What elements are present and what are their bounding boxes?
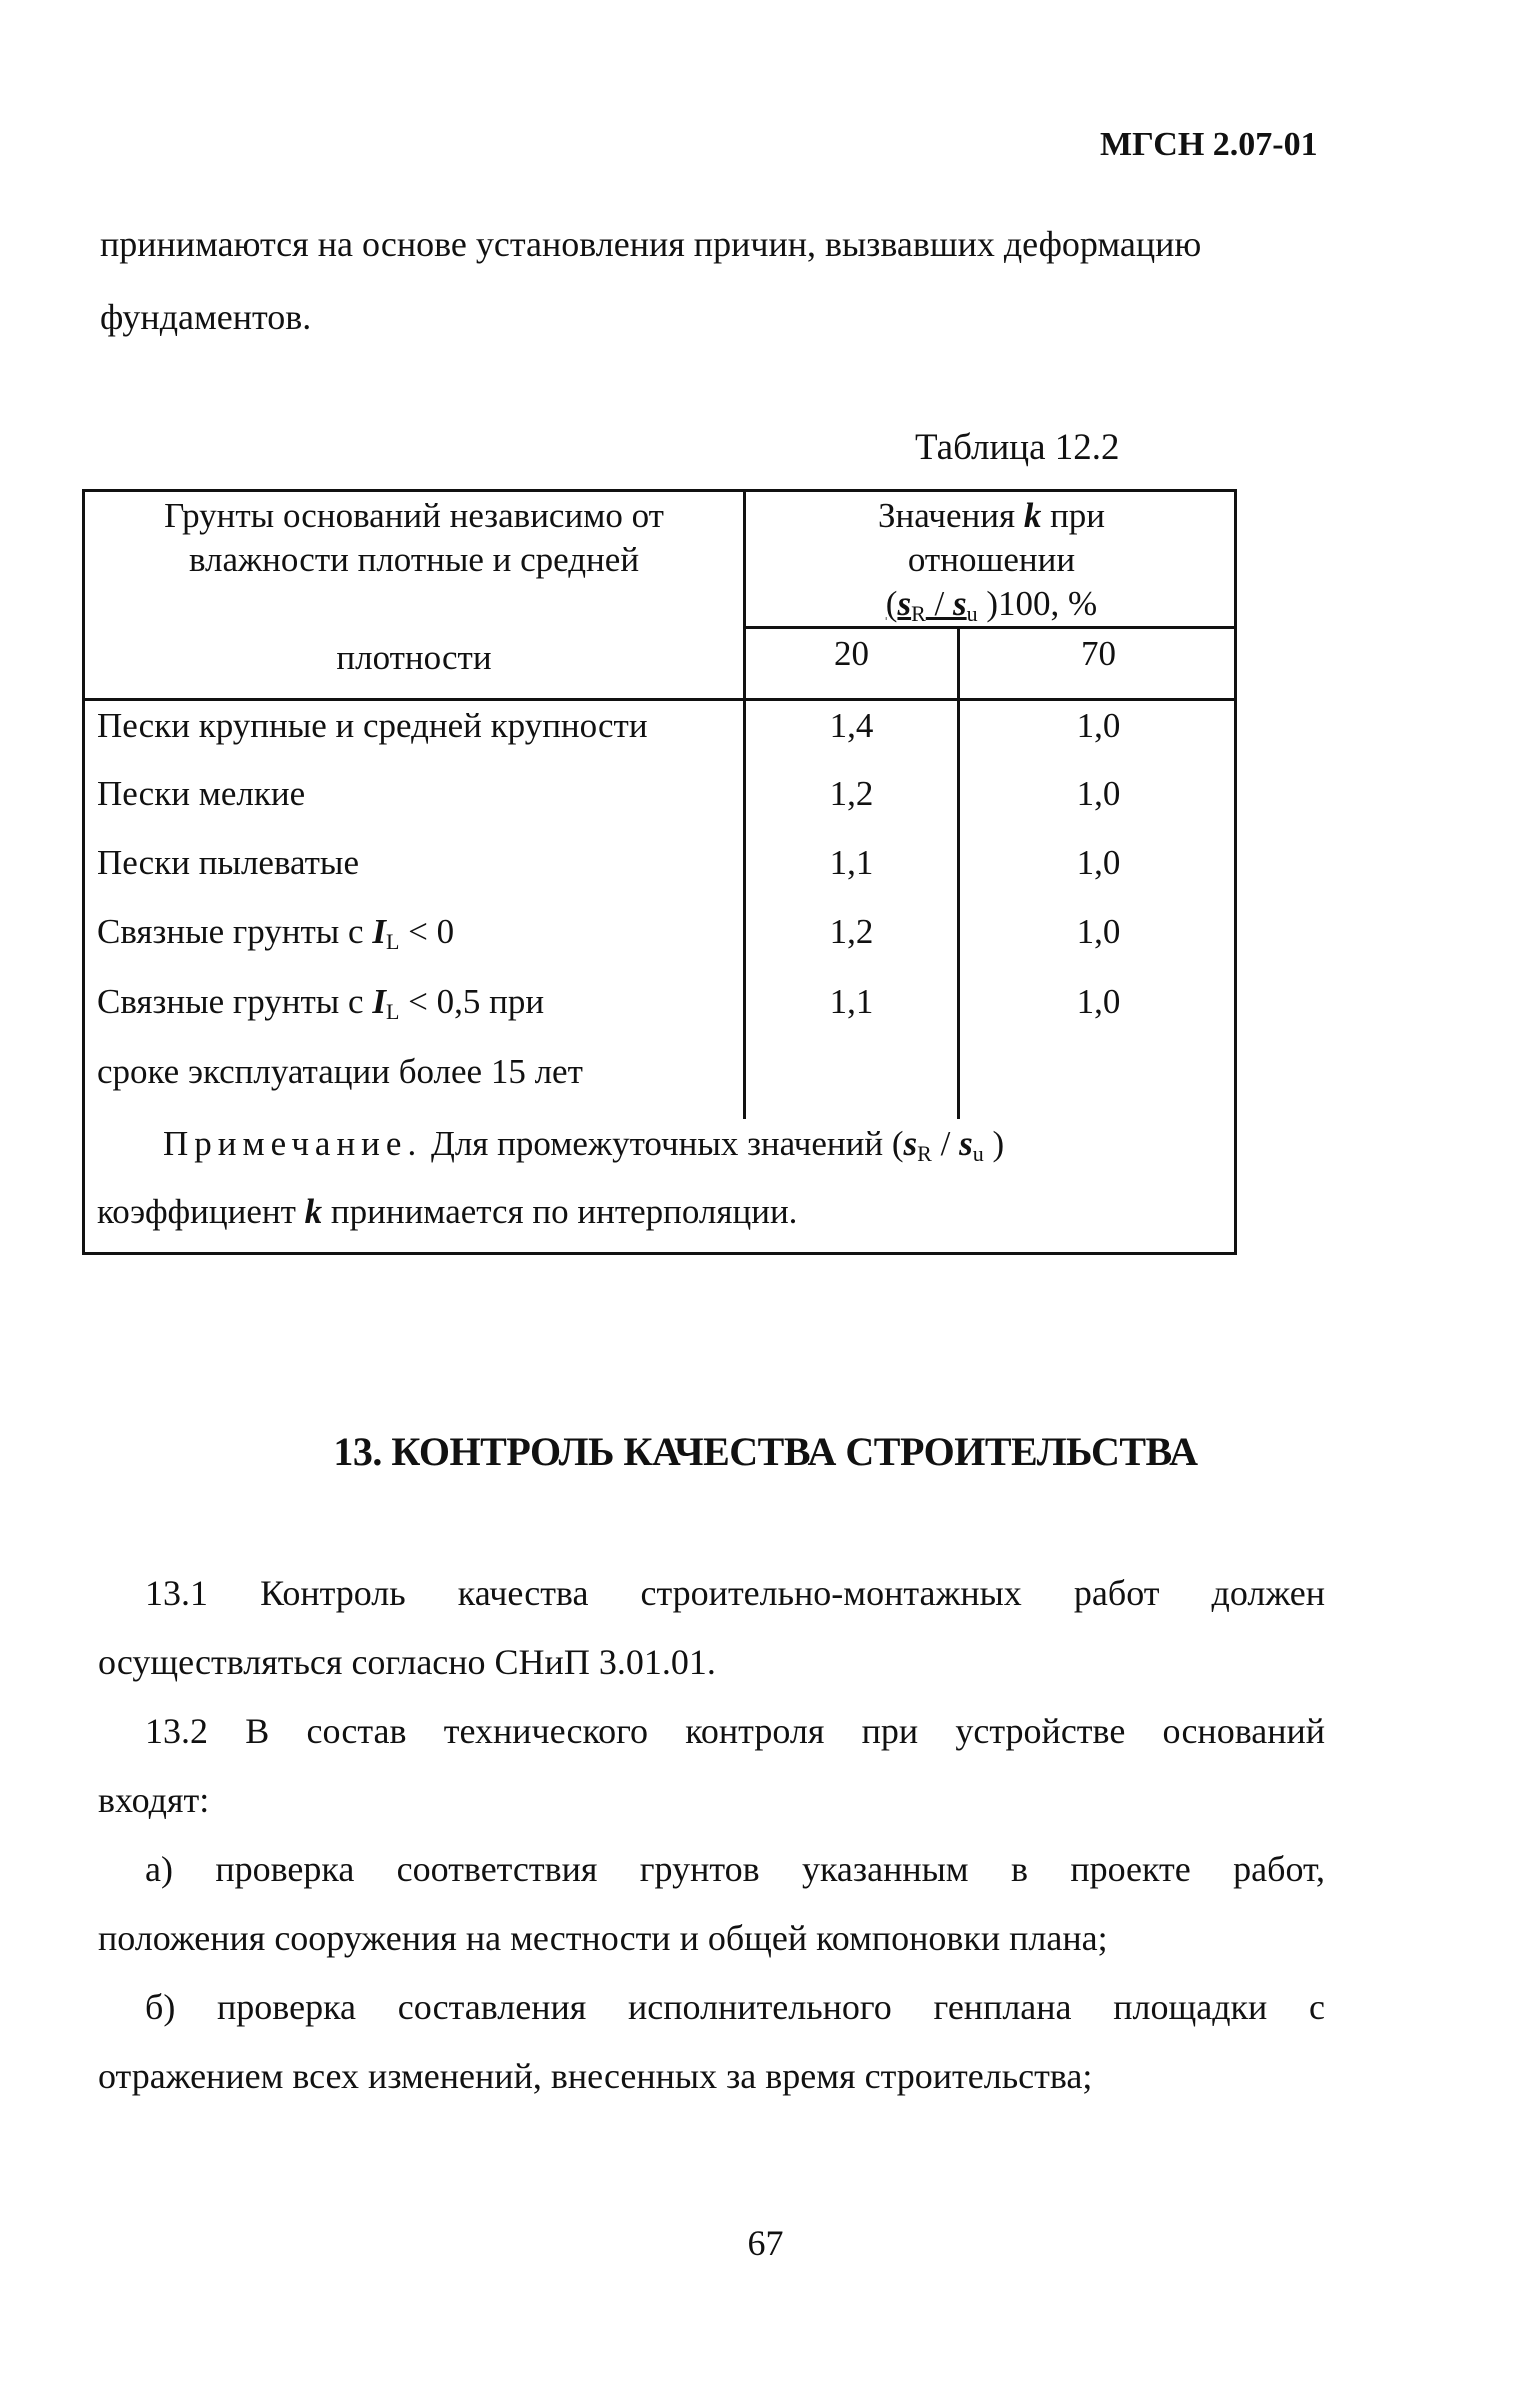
- intro-line-2: фундаментов.: [100, 297, 312, 337]
- header-soil-line-1: Грунты оснований независимо от: [164, 496, 664, 535]
- k-symbol: k: [1023, 496, 1042, 535]
- table-row-name: Связные грунты с $I_L < 0$: [97, 912, 455, 954]
- table-row-name: Пески мелкие: [97, 774, 306, 813]
- table-row-name: Пески пылеватые: [97, 843, 359, 882]
- paragraph-13-1-line-2: осуществляться согласно СНиП 3.01.01.: [98, 1642, 716, 1682]
- table-header-bottom-line: [82, 698, 1237, 701]
- table-row-name: Пески крупные и средней крупности: [97, 706, 648, 745]
- header-ratio: ($s_R / s_u$ )100, %: [885, 584, 1098, 626]
- paragraph-13-1-line-1: 13.1 Контроль качества строительно-монтажных работ должен: [145, 1573, 1325, 1613]
- intro-line-1: принимаются на основе установления причин, вызвавших деформацию: [100, 224, 1202, 264]
- table-note: Примечание. Для промежуточных значений ($s_R / s_u$ ): [163, 1124, 1005, 1166]
- table-row-value-70: 1,0: [1076, 982, 1121, 1021]
- header-k-values-line-1: Значения k при: [877, 496, 1106, 535]
- header-k-values-line-2: отношении: [907, 540, 1076, 579]
- header-soil-line-3: плотности: [336, 638, 492, 677]
- table-row-name-continued: сроке эксплуатации более 15 лет: [97, 1052, 583, 1091]
- header-ratio-20: 20: [834, 634, 869, 673]
- table-row-value-20: 1,2: [829, 774, 874, 813]
- list-item-b-line-1: б) проверка составления исполнительного генплана площадки с: [145, 1987, 1325, 2027]
- table-row-value-20: 1,2: [829, 912, 874, 951]
- table-row-value-70: 1,0: [1076, 774, 1121, 813]
- list-item-a-line-1: а) проверка соответствия грунтов указанным в проекте работ,: [145, 1849, 1325, 1889]
- paragraph-13-2-line-1: 13.2 В состав технического контроля при устройстве оснований: [145, 1711, 1325, 1751]
- table-row-value-20: 1,4: [829, 706, 874, 745]
- table-row-value-70: 1,0: [1076, 706, 1121, 745]
- page-number: 67: [747, 2223, 784, 2263]
- header-ratio-70: 70: [1081, 634, 1116, 673]
- list-item-a-line-2: положения сооружения на местности и общей компоновки плана;: [98, 1918, 1108, 1958]
- document-code: МГСН 2.07-01: [1100, 126, 1318, 163]
- paragraph-13-2-line-2: входят:: [98, 1780, 210, 1820]
- table-row-value-70: 1,0: [1076, 843, 1121, 882]
- table-row-value-20: 1,1: [829, 843, 874, 882]
- section-title: 13. КОНТРОЛЬ КАЧЕСТВА СТРОИТЕЛЬСТВА: [333, 1429, 1198, 1474]
- list-item-b-line-2: отражением всех изменений, внесенных за время строительства;: [98, 2056, 1093, 2096]
- table-row-name: Связные грунты с $I_L < 0,5$ при: [97, 982, 545, 1024]
- table-row-value-70: 1,0: [1076, 912, 1121, 951]
- table-note-line-2: коэффициент k принимается по интерполяции.: [97, 1192, 798, 1231]
- header-soil-line-2: влажности плотные и средней: [188, 540, 640, 579]
- table-row-value-20: 1,1: [829, 982, 874, 1021]
- table-caption: Таблица 12.2: [915, 427, 1120, 468]
